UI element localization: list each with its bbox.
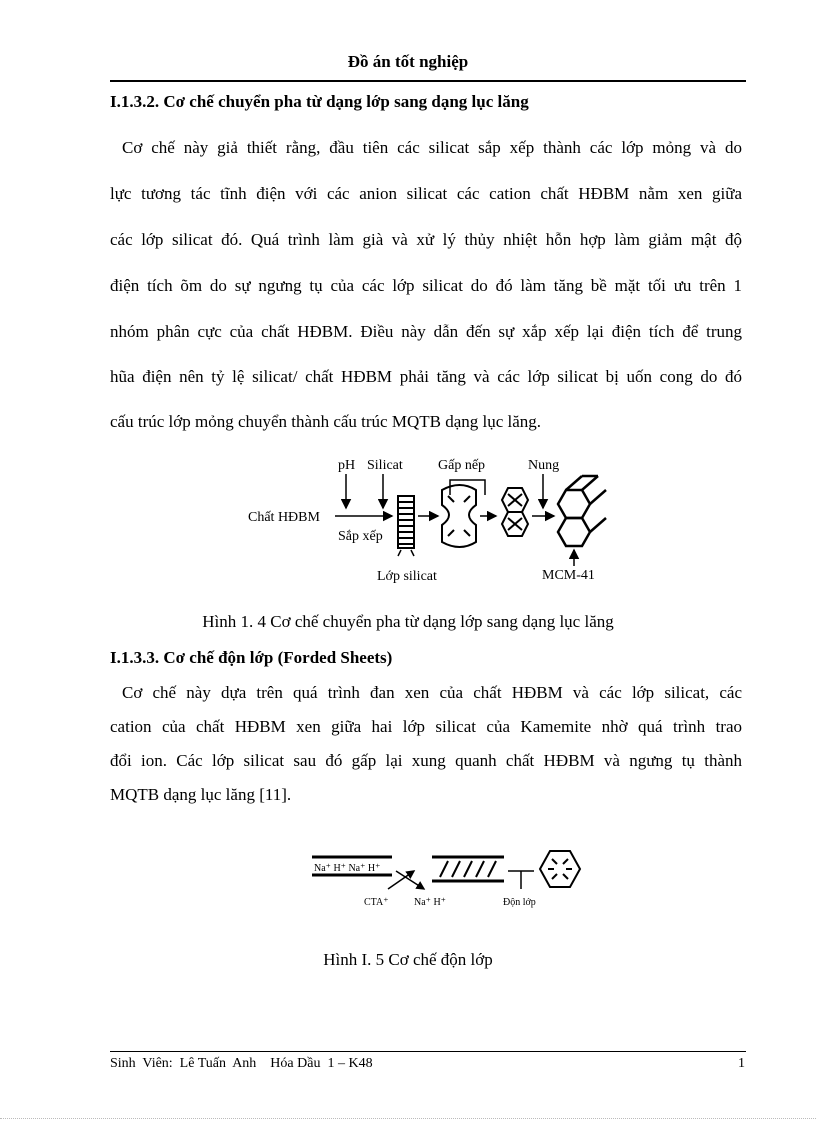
silicate-layers-icon [398,496,414,556]
paragraph-line: cation của chất HĐBM xen giữa hai lớp silicat của Kamemite nhờ quá trình trao [110,717,742,736]
section-heading-2: I.1.3.3. Cơ chế độn lớp (Forded Sheets) [110,648,393,667]
paragraph-line: Cơ chế này dựa trên quá trình đan xen của chất HĐBM và các lớp silicat, các [122,683,742,702]
paragraph-line: các lớp silicat đó. Quá trình làm già và xử lý thủy nhiệt hỗn hợp làm giảm mật độ [110,230,742,249]
paragraph-line: nhóm phân cực của chất HĐBM. Điều này dẫn đến sự xắp xếp lại điện tích để trung [110,322,742,341]
label-don-lop: Độn lớp [503,897,536,908]
label-sap-xep: Sắp xếp [338,529,383,544]
figure-2-caption: Hình I. 5 Cơ chế độn lớp [323,950,493,969]
arrow-folding [450,480,485,495]
figure-phase-transition-diagram [240,450,620,590]
footer-student-info: Sinh Viên: Lê Tuấn Anh Hóa Dầu 1 – K48 [110,1056,373,1071]
silicate-sheet-icon [432,857,504,881]
mcm41-structure-icon [558,476,606,546]
label-na-h: Na⁺ H⁺ [414,897,446,908]
paragraph-line: điện tích õm do sự ngưng tụ của các lớp silicat do đó làm tăng bề mặt tối ưu trên 1 [110,276,742,295]
figure-1-caption: Hình 1. 4 Cơ chế chuyển pha từ dạng lớp sang dạng lục lăng [202,612,614,631]
label-silicat: Silicat [367,458,403,473]
label-lop-silicat: Lớp silicat [377,569,437,584]
section-heading-1: I.1.3.2. Cơ chế chuyển pha từ dạng lớp sang dạng lục lăng [110,92,529,111]
label-ph: pH [338,458,356,473]
page-number: 1 [738,1056,745,1071]
label-cta: CTA⁺ [364,897,389,908]
hexagon-product-icon [540,851,580,887]
label-mcm41: MCM-41 [542,568,595,583]
page-bottom-border [0,1118,816,1120]
page-header-title: Đồ án tốt nghiệp [347,52,469,71]
label-gap-nep: Gấp nếp [438,458,486,473]
label-chat-hdbm: Chất HĐBM [248,510,320,525]
folded-sheets-icon [442,485,476,547]
label-ions-top: Na⁺ H⁺ Na⁺ H⁺ [314,863,381,874]
paragraph-line: MQTB dạng lục lăng [11]. [110,785,292,804]
paragraph-line: hũa điện nên tỷ lệ silicat/ chất HĐBM phải tăng và các lớp silicat bị uốn cong do đó [110,367,742,386]
footer-rule [110,1051,746,1052]
paragraph-line: đổi ion. Các lớp silicat sau đó gấp lại xung quanh chất HĐBM và ngưng tụ thành [110,751,742,770]
label-nung: Nung [528,458,560,473]
paragraph-line: lực tương tác tĩnh điện với các anion silicat các cation chất HĐBM nằm xen giữa [110,184,742,203]
figure-forded-sheets-diagram [308,845,598,915]
paragraph-line: cấu trúc lớp mỏng chuyển thành cấu trúc MQTB dạng lục lăng. [110,412,542,431]
hexagon-pair-icon [502,488,528,536]
paragraph-line: Cơ chế này giả thiết rằng, đầu tiên các silicat sắp xếp thành các lớp mỏng và do [122,138,742,157]
header-rule [110,80,746,82]
